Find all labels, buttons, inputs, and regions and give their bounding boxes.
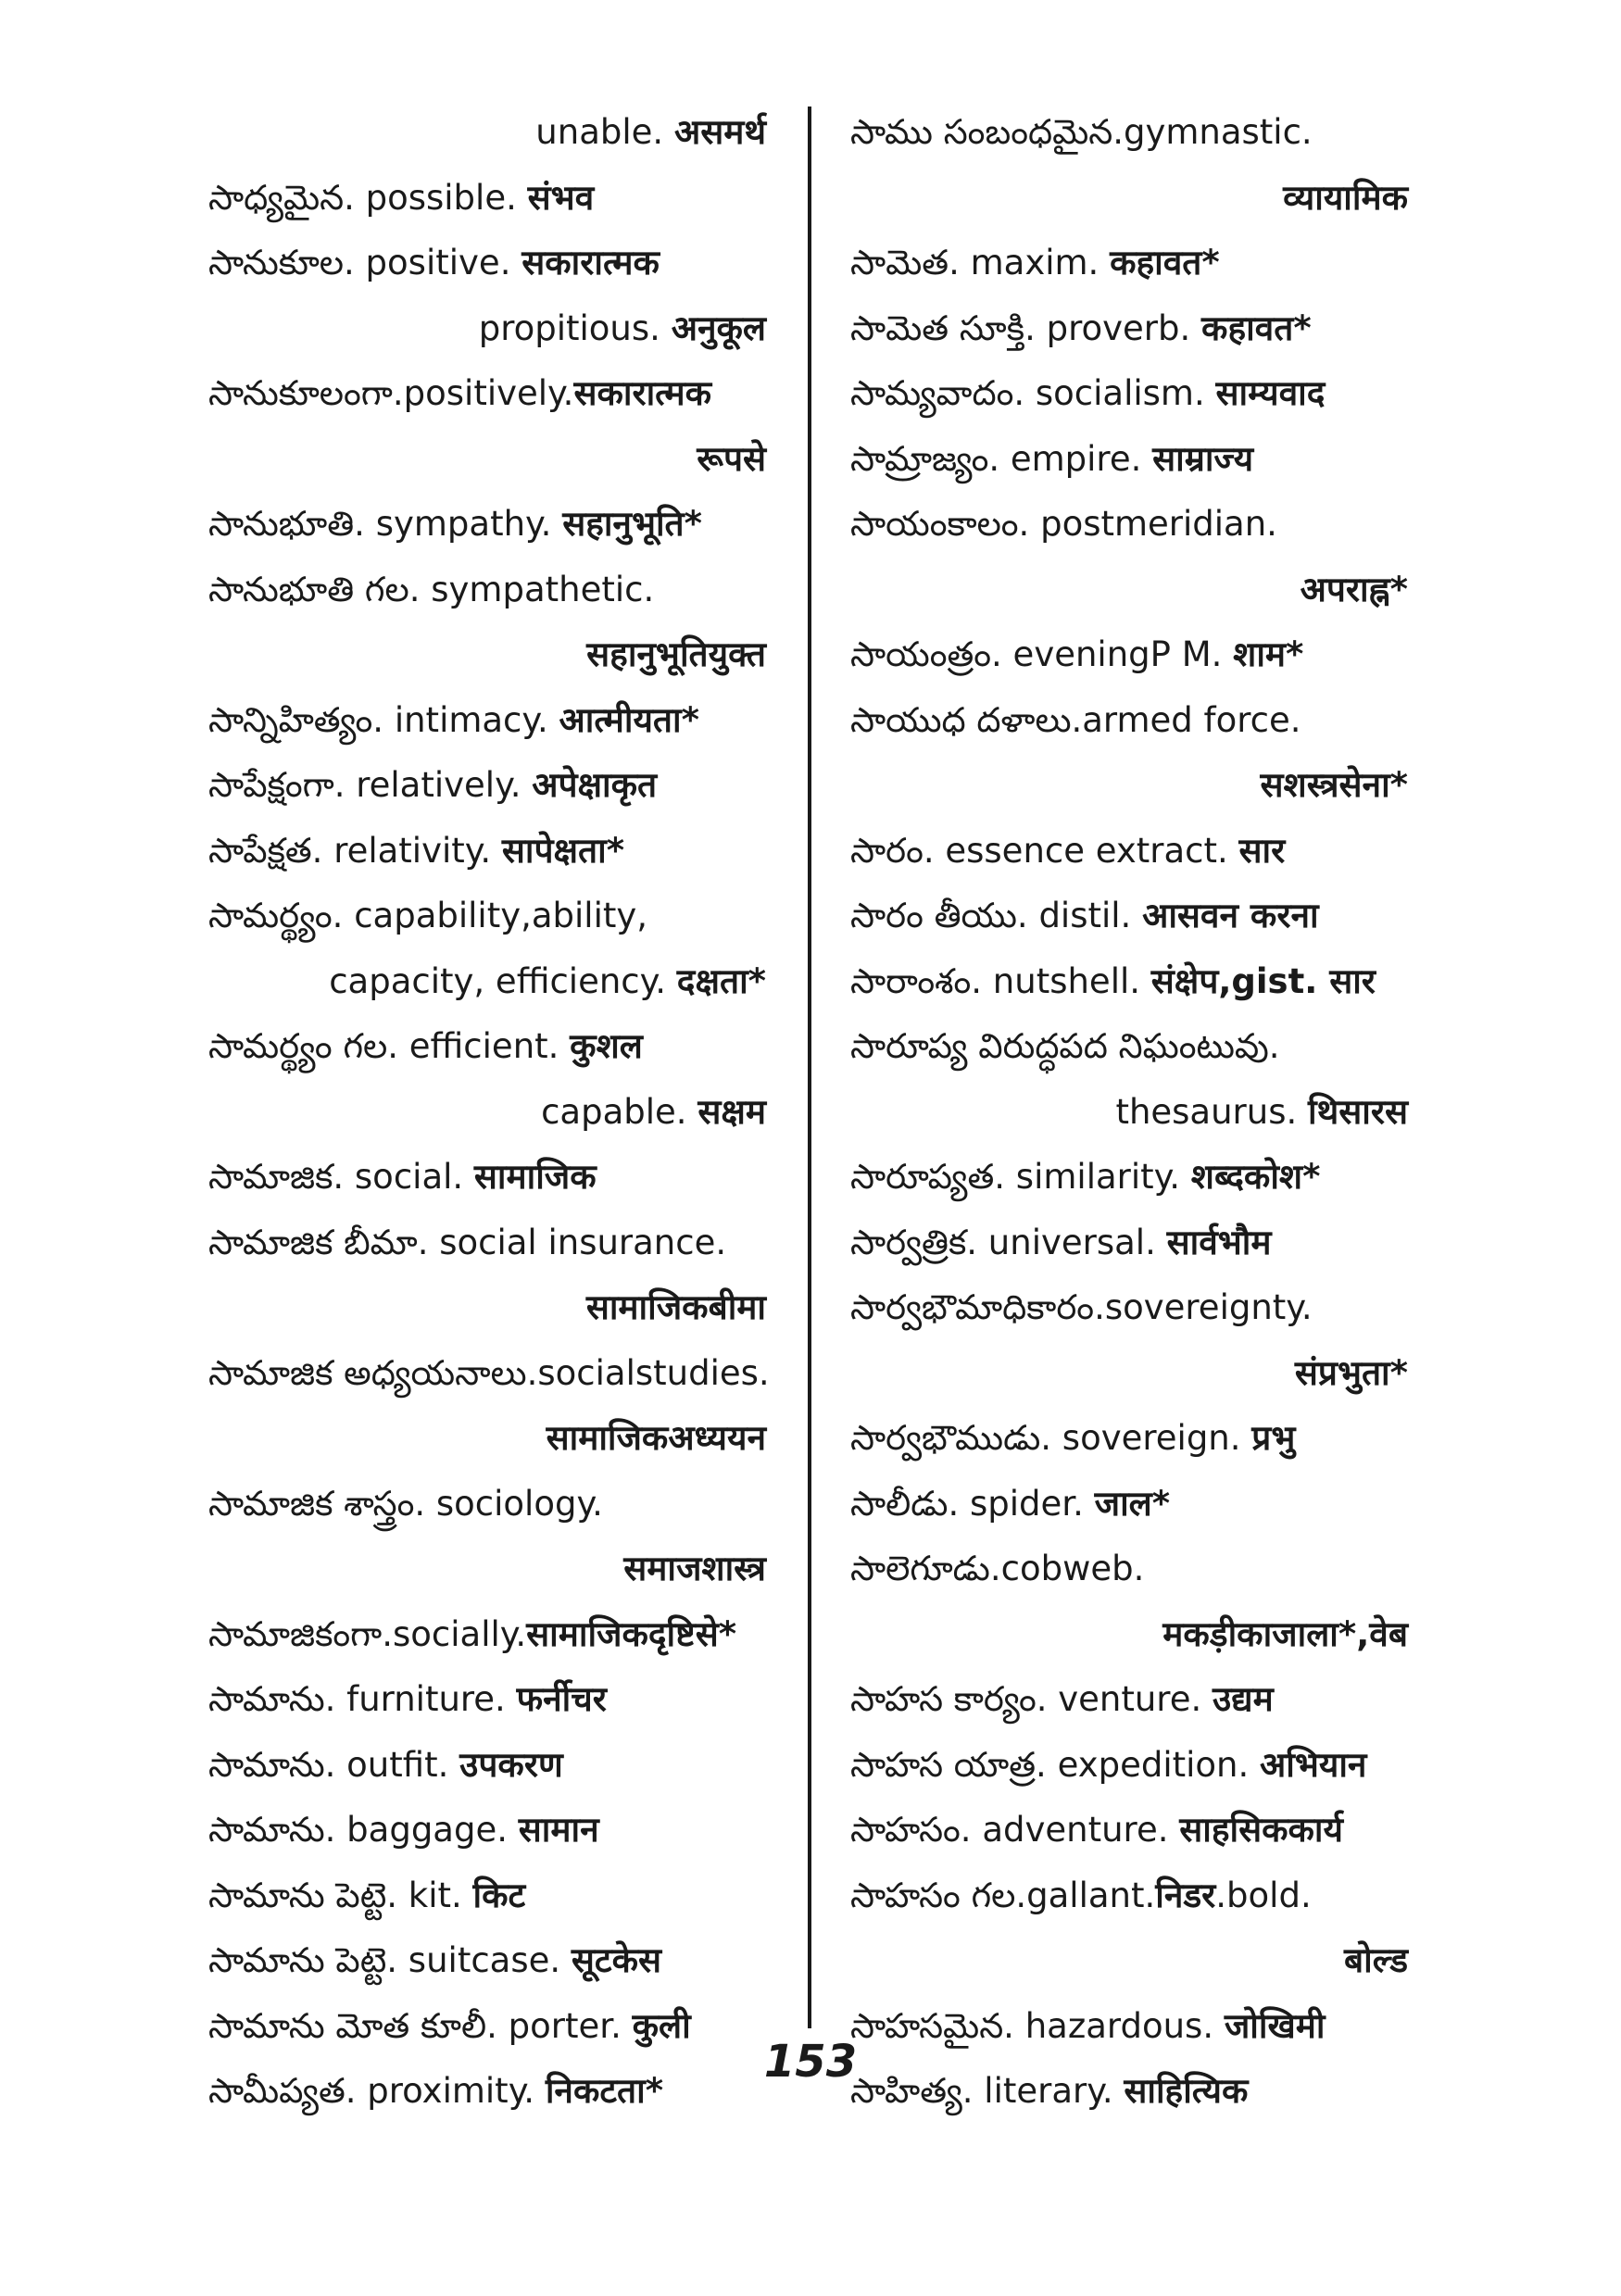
hindi-translation: सक्षम	[697, 1091, 766, 1132]
hindi-translation: साम्राज्य	[1152, 438, 1254, 479]
entry-text: సామ్యవాదం. socialism.	[850, 373, 1216, 413]
dictionary-entry-line	[208, 492, 766, 558]
dictionary-entry-line	[208, 1863, 766, 1929]
dictionary-entry-line	[850, 753, 1408, 819]
hindi-translation: प्रभु	[1251, 1418, 1296, 1458]
dictionary-entry-line	[208, 1798, 766, 1863]
entry-text: సామీప్యత. proximity.	[208, 2071, 546, 2111]
dictionary-entry-line	[850, 1667, 1408, 1733]
entry-text: సార్వత్రిక. universal.	[850, 1222, 1167, 1262]
dictionary-entry-line	[850, 622, 1408, 688]
left-column	[208, 100, 770, 2125]
hindi-translation: संप्रभुता*	[1294, 1352, 1408, 1393]
entry-text: సాహస యాత్ర. expedition.	[850, 1744, 1260, 1785]
entry-text: సామాను. baggage.	[208, 1810, 519, 1850]
entry-text: సామర్థ్యం. capability,ability,	[208, 896, 648, 935]
dictionary-entry-line	[850, 1602, 1408, 1668]
dictionary-entry-line	[850, 1733, 1408, 1799]
entry-text: capacity, efficiency.	[329, 960, 677, 1001]
entry-text: సాలెగూడు.cobweb.	[850, 1549, 1145, 1588]
dictionary-entry-line	[208, 622, 766, 688]
dictionary-entry-line	[208, 427, 766, 493]
entry-text: సాన్నిహిత్యం. intimacy.	[208, 699, 559, 740]
hindi-translation: सूटकेस	[571, 1940, 661, 1980]
hindi-translation: किट	[472, 1875, 526, 1915]
dictionary-entry-line	[208, 231, 766, 296]
hindi-translation: उपकरण	[459, 1744, 563, 1785]
entry-text: సామాజిక అధ్యయనాలు.socialstudies.	[208, 1352, 770, 1393]
hindi-translation: अपेक्षाकृत	[532, 765, 658, 805]
hindi-translation: सहानुभूति*	[562, 504, 702, 544]
hindi-translation: साहसिककार्य	[1179, 1810, 1343, 1850]
dictionary-entry-line	[850, 427, 1408, 493]
hindi-translation: बोल्ड	[1343, 1940, 1408, 1980]
hindi-translation: उद्यम	[1213, 1679, 1274, 1719]
hindi-translation: शब्दकोश*	[1190, 1157, 1321, 1197]
entry-text: సార్వభౌముడు. sovereign.	[850, 1418, 1252, 1458]
hindi-translation: सामाजिकदृष्टिसे*	[526, 1613, 737, 1654]
hindi-translation: सामाजिकअध्ययन	[546, 1418, 766, 1458]
hindi-translation: निकटता*	[545, 2071, 664, 2111]
dictionary-entry-line	[850, 492, 1408, 558]
entry-text: సామాను మోత కూలీ. porter.	[208, 2005, 633, 2046]
hindi-translation: समाजशास्त्र	[623, 1549, 766, 1588]
hindi-translation: दक्षता*	[676, 960, 766, 1001]
page-number: 153	[763, 2036, 858, 2088]
entry-text: సాపేక్షత. relativity.	[208, 830, 502, 871]
entry-text: సామెత. maxim.	[850, 243, 1111, 282]
hindi-translation: सशस्त्रसेना*	[1260, 765, 1408, 805]
hindi-translation: साहित्यिक	[1124, 2071, 1249, 2111]
hindi-translation: रूपसे	[697, 438, 766, 479]
entry-text: సాము సంబంధమైన.gymnastic.	[850, 112, 1313, 152]
dictionary-entry-line	[208, 1341, 770, 1407]
entry-text: సాహిత్య. literary.	[850, 2071, 1125, 2111]
entry-text: సామాను పెట్టె. suitcase.	[208, 1940, 572, 1980]
dictionary-entry-line	[208, 688, 766, 754]
dictionary-entry-line	[208, 361, 766, 427]
hindi-translation: सार	[1238, 830, 1286, 871]
dictionary-entry-line	[208, 1275, 766, 1341]
dictionary-entry-line	[208, 166, 766, 232]
entry-text: సారూప్య విరుద్ధపద నిఘంటువు.	[850, 1026, 1280, 1066]
entry-tail: .bold.	[1215, 1875, 1312, 1915]
hindi-translation: कहावत*	[1110, 243, 1220, 282]
entry-text: సామాజిక. social.	[208, 1157, 474, 1197]
dictionary-entry-line	[850, 361, 1408, 427]
hindi-translation: सामाजिक	[473, 1157, 597, 1197]
dictionary-entry-line	[208, 819, 766, 885]
dictionary-entry-line	[208, 1014, 766, 1080]
dictionary-entry-line	[850, 1863, 1408, 1929]
entry-text: సాధ్యమైన. possible.	[208, 177, 528, 218]
hindi-translation: निडर	[1155, 1875, 1216, 1915]
dictionary-entry-line	[208, 1406, 766, 1472]
entry-text: unable.	[535, 112, 674, 152]
dictionary-entry-line	[850, 1472, 1408, 1537]
hindi-translation: अभियान	[1260, 1744, 1367, 1785]
hindi-translation: सकारात्मक	[573, 373, 712, 413]
dictionary-entry-line	[208, 1080, 766, 1146]
dictionary-entry-line	[850, 296, 1408, 362]
dictionary-entry-line	[850, 166, 1408, 232]
hindi-translation: सहानुभूतियुक्त	[586, 634, 766, 674]
dictionary-entry-line	[208, 1602, 766, 1668]
hindi-translation: कुली	[632, 2005, 691, 2046]
entry-text: సాయంత్రం. eveningP M.	[850, 634, 1234, 674]
entry-text: సానుభూతి. sympathy.	[208, 504, 563, 544]
entry-text: సాహస కార్యం. venture.	[850, 1679, 1213, 1719]
dictionary-entry-line	[850, 1014, 1408, 1080]
hindi-translation: सार्वभौम	[1166, 1222, 1272, 1262]
entry-text: సామాను పెట్టె. kit.	[208, 1875, 473, 1915]
dictionary-entry-line	[208, 558, 766, 623]
dictionary-entry-line	[208, 753, 766, 819]
entry-text: సాలీడు. spider.	[850, 1483, 1095, 1524]
hindi-translation: फर्नीचर	[516, 1679, 607, 1719]
right-column	[850, 100, 1408, 2125]
dictionary-entry-line	[208, 1472, 766, 1537]
entry-text: సారూప్యత. similarity.	[850, 1157, 1191, 1197]
hindi-translation: साम्यवाद	[1215, 373, 1326, 413]
hindi-translation: शाम*	[1233, 634, 1304, 674]
hindi-translation: थिसारस	[1308, 1091, 1408, 1132]
hindi-translation: संभव	[527, 177, 595, 218]
entry-text: సానుకూలంగా.positively.	[208, 373, 574, 413]
column-divider	[808, 107, 811, 2028]
entry-text: సాయుధ దళాలు.armed force.	[850, 699, 1301, 740]
dictionary-entry-line	[850, 231, 1408, 296]
hindi-translation: कुशल	[570, 1026, 643, 1066]
entry-text: capable.	[541, 1091, 698, 1132]
dictionary-entry-line	[208, 1733, 766, 1799]
dictionary-entry-line	[850, 100, 1408, 166]
entry-text: సామాజికంగా.socially.	[208, 1613, 527, 1654]
hindi-translation: सामाजिकबीमा	[585, 1287, 766, 1327]
dictionary-entry-line	[208, 1211, 766, 1276]
entry-text: సారం తీయు. distil.	[850, 896, 1143, 935]
entry-text: సాయంకాలం. postmeridian.	[850, 504, 1277, 544]
entry-text: సానుభూతి గల. sympathetic.	[208, 569, 655, 609]
entry-text: సాపేక్షంగా. relatively.	[208, 765, 533, 805]
entry-text: సామాజిక శాస్త్రం. sociology.	[208, 1483, 603, 1524]
dictionary-entry-line	[850, 688, 1408, 754]
hindi-translation: मकड़ीकाजाला*,वेब	[1162, 1613, 1408, 1654]
dictionary-entry-line	[850, 1211, 1408, 1276]
hindi-translation: अपराह्न*	[1300, 569, 1408, 609]
dictionary-entry-line	[208, 1928, 766, 1994]
hindi-translation: जाल*	[1094, 1483, 1171, 1524]
dictionary-entry-line	[208, 1537, 766, 1602]
dictionary-entry-line	[850, 949, 1408, 1015]
entry-text: సాహసం. adventure.	[850, 1810, 1180, 1850]
dictionary-entry-line	[208, 884, 766, 949]
hindi-translation: व्यायामिक	[1283, 177, 1408, 218]
entry-text: సామాజిక బీమా. social insurance.	[208, 1222, 727, 1262]
hindi-translation: सापेक्षता*	[501, 830, 625, 871]
dictionary-entry-line	[850, 1145, 1408, 1211]
entry-text: సాహసమైన. hazardous.	[850, 2005, 1225, 2046]
entry-text: సామాను. furniture.	[208, 1679, 517, 1719]
hindi-translation: संक्षेप,gist. सार	[1150, 960, 1376, 1001]
dictionary-entry-line	[850, 884, 1408, 949]
entry-text: సార్వభౌమాధికారం.sovereignty.	[850, 1287, 1313, 1327]
dictionary-entry-line	[850, 1341, 1408, 1407]
hindi-translation: कहावत*	[1201, 307, 1312, 348]
entry-text: సామ్రాజ్యం. empire.	[850, 438, 1153, 479]
entry-text: సానుకూల. positive.	[208, 243, 522, 282]
dictionary-entry-line	[850, 1798, 1408, 1863]
hindi-translation: असमर्थ	[673, 112, 766, 152]
dictionary-entry-line	[208, 296, 766, 362]
hindi-translation: आसवन करना	[1142, 896, 1319, 935]
dictionary-entry-line	[850, 819, 1408, 885]
dictionary-entry-line	[208, 1667, 766, 1733]
dictionary-entry-line	[208, 100, 766, 166]
entry-text: సామర్థ్యం గల. efficient.	[208, 1026, 571, 1066]
hindi-translation: अनुकूल	[671, 307, 766, 348]
entry-text: సాహసం గల.gallant.	[850, 1875, 1156, 1915]
hindi-translation: आत्मीयता*	[559, 699, 699, 740]
dictionary-entry-line	[850, 1275, 1408, 1341]
dictionary-entry-line	[208, 1145, 766, 1211]
entry-text: thesaurus.	[1115, 1091, 1309, 1132]
dictionary-entry-line	[850, 1080, 1408, 1146]
dictionary-entry-line	[850, 558, 1408, 623]
entry-text: సామాను. outfit.	[208, 1744, 460, 1785]
dictionary-entry-line	[850, 1406, 1408, 1472]
dictionary-entry-line	[850, 1928, 1408, 1994]
entry-text: propitious.	[478, 307, 672, 348]
entry-text: సామెత సూక్తి. proverb.	[850, 307, 1202, 348]
hindi-translation: जोखिमी	[1224, 2005, 1326, 2046]
dictionary-entry-line	[850, 1537, 1408, 1602]
dictionary-entry-line	[208, 949, 766, 1015]
hindi-translation: सामान	[518, 1810, 599, 1850]
entry-text: సారం. essence extract.	[850, 830, 1239, 871]
hindi-translation: सकारात्मक	[521, 243, 660, 282]
entry-text: సారాంశం. nutshell.	[850, 960, 1151, 1001]
